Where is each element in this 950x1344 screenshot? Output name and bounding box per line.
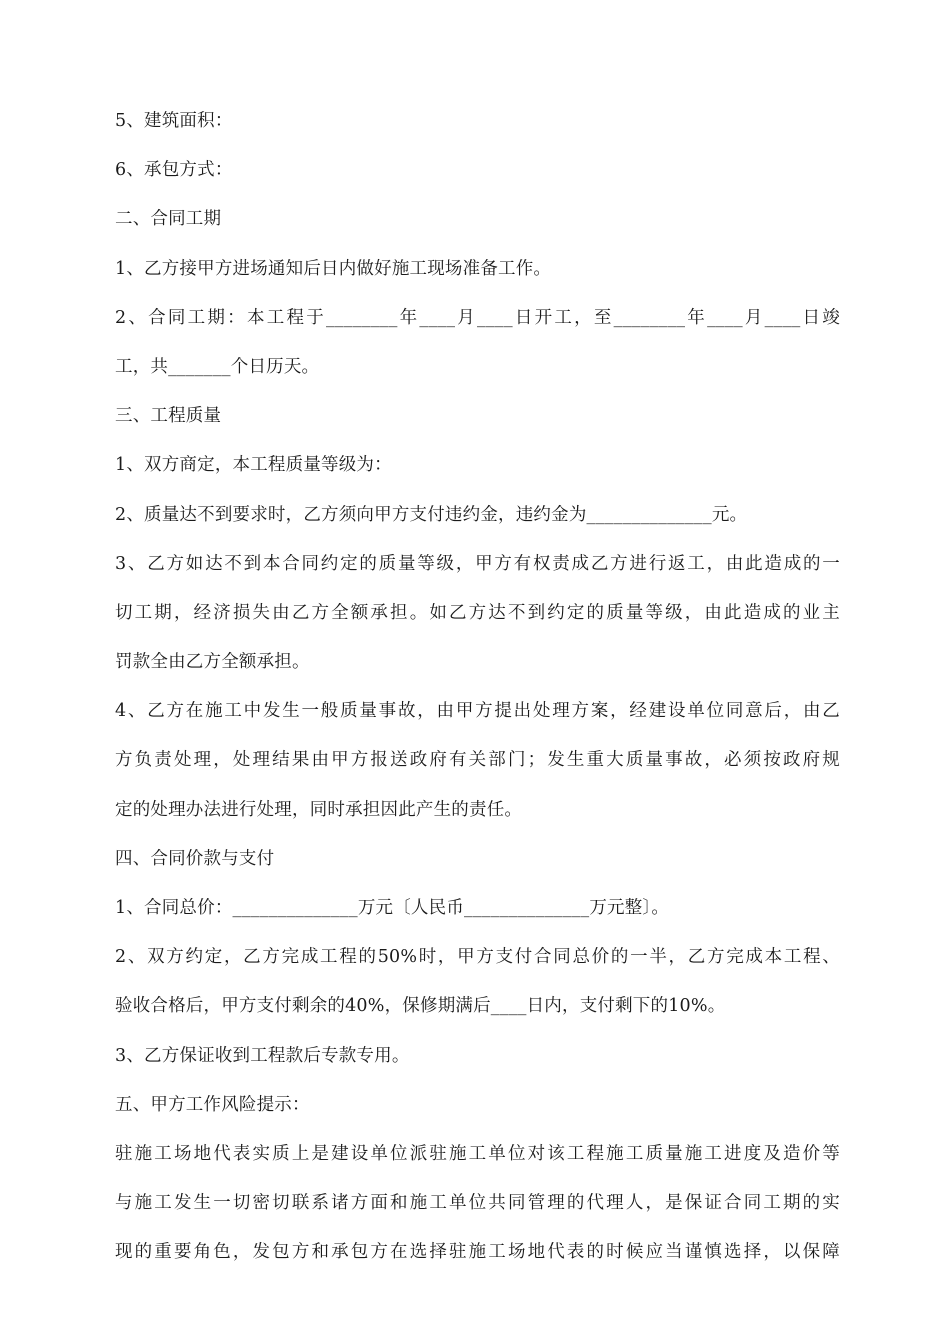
contract-text	[115, 97, 840, 1278]
text-line: 2、合同工期：本工程于________年____月____日开工，至________年____月____日竣	[115, 307, 840, 328]
text-line: 1、合同总价：______________万元〔人民币______________万元整〕。	[115, 898, 670, 918]
text-line: 5、建筑面积：	[115, 111, 233, 131]
text-line: 定的处理办法进行处理，同时承担因此产生的责任。	[115, 799, 523, 820]
section-heading: 四、合同价款与支付	[115, 848, 275, 869]
text-line: 方负责处理，处理结果由甲方报送政府有关部门；发生重大质量事故，必须按政府规	[115, 750, 840, 771]
text-line: 罚款全由乙方全额承担。	[115, 652, 310, 673]
text-line: 3、乙方保证收到工程款后专款专用。	[115, 1045, 410, 1066]
text-line: 验收合格后，甲方支付剩余的40%，保修期满后____日内，支付剩下的10%。	[115, 996, 726, 1017]
text-line: 2、双方约定，乙方完成工程的50%时，甲方支付合同总价的一半，乙方完成本工程、	[115, 947, 840, 968]
text-line: 驻施工场地代表实质上是建设单位派驻施工单位对该工程施工质量施工进度及造价等	[115, 1143, 840, 1164]
text-line: 4、乙方在施工中发生一般质量事故，由甲方提出处理方案，经建设单位同意后，由乙	[115, 701, 840, 722]
text-line: 1、乙方接甲方进场通知后日内做好施工现场准备工作。	[115, 258, 552, 279]
text-line: 1、双方商定，本工程质量等级为：	[115, 455, 392, 476]
text-line: 与施工发生一切密切联系诸方面和施工单位共同管理的代理人，是保证合同工期的实	[115, 1193, 840, 1214]
text-line: 3、乙方如达不到本合同约定的质量等级，甲方有权责成乙方进行返工，由此造成的一	[115, 553, 840, 574]
section-heading: 五、甲方工作风险提示：	[115, 1094, 310, 1115]
text-line: 工，共_______个日历天。	[115, 356, 320, 377]
section-heading: 三、工程质量	[115, 406, 222, 427]
text-line: 现的重要角色，发包方和承包方在选择驻施工场地代表的时候应当谨慎选择，以保障	[115, 1242, 840, 1263]
section-heading: 二、合同工期	[115, 209, 222, 230]
text-line: 切工期，经济损失由乙方全额承担。如乙方达不到约定的质量等级，由此造成的业主	[115, 602, 840, 623]
text-line: 6、承包方式：	[115, 160, 233, 181]
text-line: 2、质量达不到要求时，乙方须向甲方支付违约金，违约金为______________元。	[115, 504, 748, 525]
